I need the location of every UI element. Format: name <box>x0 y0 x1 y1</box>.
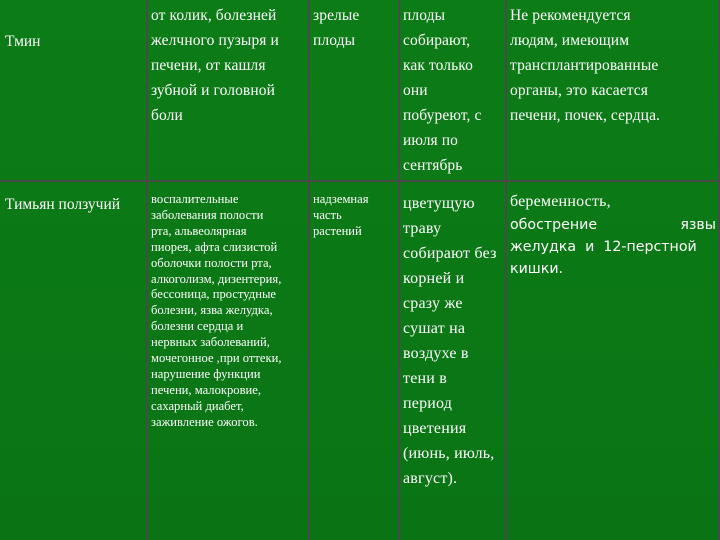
text-line: от колик, болезней <box>151 7 277 24</box>
text-line: зубной и головной <box>151 82 275 99</box>
text-line: сахарный диабет, <box>151 398 244 413</box>
text-word: язвы <box>680 217 716 233</box>
text-line: собирают, <box>403 32 471 49</box>
text-line: болезни, язва желудка, <box>151 303 273 318</box>
text-line: цветения <box>403 420 467 437</box>
text-line: сентябрь <box>403 157 463 174</box>
text-line: рта, альвеолярная <box>151 223 247 238</box>
text-line: корней и <box>403 270 465 287</box>
indications-cell <box>149 3 309 128</box>
text-line: людям, имеющим <box>510 32 630 49</box>
column-divider <box>398 0 400 540</box>
text-line: пиорея, афта слизистой <box>151 239 278 254</box>
collection-cell <box>401 191 507 491</box>
text-line: июля по <box>403 132 458 149</box>
text-line: они <box>403 82 428 99</box>
text-line: печени, почек, сердца. <box>510 107 661 124</box>
text-line: тени в <box>403 370 447 387</box>
text-line: беременность, <box>510 193 611 210</box>
text-line: бессоница, простудные <box>151 287 277 302</box>
text-line: заживление ожогов. <box>151 414 258 429</box>
text-line: Не рекомендуется <box>510 7 631 24</box>
text-line: воспалительные <box>151 192 239 206</box>
text-line: желчного пузыря и <box>151 32 279 49</box>
text-line: собирают без <box>403 245 497 262</box>
text-line: печени, малокровие, <box>151 382 262 397</box>
plant-name <box>3 29 143 54</box>
row-divider <box>0 180 720 182</box>
text-line: заболевания полости <box>151 207 264 222</box>
text-line: печени, от кашля <box>151 57 266 74</box>
contraindications-cell <box>508 189 718 280</box>
contraindications-cell <box>508 3 718 128</box>
text-line: как только <box>403 57 473 74</box>
text-line: плоды <box>313 32 356 49</box>
text-line: сразу же <box>403 295 463 312</box>
text-line: боли <box>151 107 183 124</box>
text-line <box>510 214 716 236</box>
text-line: воздухе в <box>403 345 469 362</box>
text-line: цветущую <box>403 195 475 212</box>
text-line: трансплантированные <box>510 57 659 74</box>
plant-name-text: Тмин <box>5 33 41 50</box>
text-line: часть <box>313 207 342 222</box>
text-line: надземная <box>313 192 369 206</box>
text-line: сушат на <box>403 320 466 337</box>
text-line: плоды <box>403 7 446 24</box>
plant-name <box>3 192 148 217</box>
indications-cell <box>149 192 309 431</box>
text-line: желудка и 12-перстной <box>510 239 697 255</box>
text-line: растений <box>313 223 362 238</box>
text-line: зрелые <box>313 7 360 24</box>
column-divider <box>146 0 148 540</box>
collection-cell <box>401 3 505 178</box>
text-line: мочегонное ,при оттеки, <box>151 351 282 366</box>
text-line: алкоголизм, дизентерия, <box>151 271 282 286</box>
text-line: траву <box>403 220 442 237</box>
text-line: органы, это касается <box>510 82 649 99</box>
part-cell <box>311 192 397 240</box>
text-line: (июнь, июль, <box>403 445 495 462</box>
text-line: оболочки полости рта, <box>151 255 272 270</box>
text-line: болезни сердца и <box>151 319 244 334</box>
plant-name-text: Тимьян ползучий <box>5 196 121 213</box>
part-cell <box>311 3 397 53</box>
text-line: август). <box>403 470 458 487</box>
text-line: побуреют, с <box>403 107 482 124</box>
text-line: кишки. <box>510 261 564 277</box>
text-line: нарушение функции <box>151 366 261 381</box>
text-word: обострение <box>510 217 598 233</box>
text-line: период <box>403 395 453 412</box>
text-line: нервных заболеваний, <box>151 335 270 350</box>
